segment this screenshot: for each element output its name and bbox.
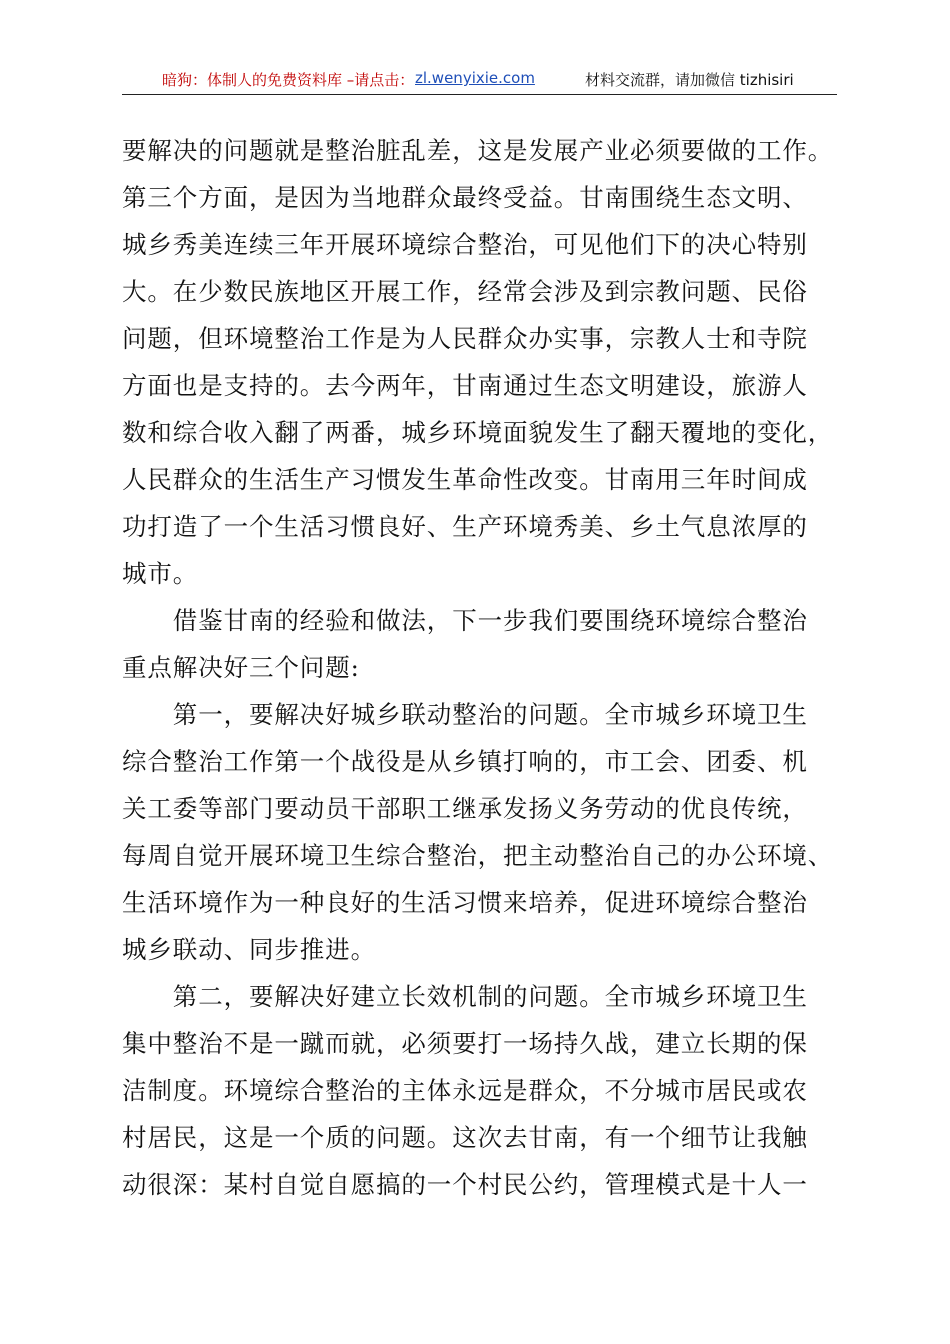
body-line: 功打造了一个生活习惯良好、生产环境秀美、乡土气息浓厚的 bbox=[122, 512, 808, 541]
body-line: 洁制度。环境综合整治的主体永远是群众，不分城市居民或农 bbox=[122, 1076, 808, 1105]
page-header bbox=[122, 66, 837, 95]
body-line: 借鉴甘南的经验和做法，下一步我们要围绕环境综合整治 bbox=[122, 606, 808, 635]
body-line: 重点解决好三个问题: bbox=[122, 653, 360, 682]
body-line: 城乡联动、同步推进。 bbox=[122, 935, 376, 964]
body-line: 方面也是支持的。去今两年，甘南通过生态文明建设，旅游人 bbox=[122, 371, 808, 400]
header-website-link[interactable]: zl.wenyixie.com bbox=[415, 69, 535, 87]
body-line: 城乡秀美连续三年开展环境综合整治，可见他们下的决心特别 bbox=[122, 230, 808, 259]
body-line: 生活环境作为一种良好的生活习惯来培养，促进环境综合整治 bbox=[122, 888, 808, 917]
body-line: 人民群众的生活生产习惯发生革命性改变。甘南用三年时间成 bbox=[122, 465, 808, 494]
body-line: 集中整治不是一蹴而就，必须要打一场持久战，建立长期的保 bbox=[122, 1029, 808, 1058]
body-line: 大。在少数民族地区开展工作，经常会涉及到宗教问题、民俗 bbox=[122, 277, 808, 306]
header-wechat-text: 材料交流群，请加微信 tizhisiri bbox=[585, 71, 794, 89]
body-line: 每周自觉开展环境卫生综合整治，把主动整治自己的办公环境、 bbox=[122, 841, 834, 870]
document-body bbox=[122, 127, 862, 1208]
body-line: 关工委等部门要动员干部职工继承发扬义务劳动的优良传统， bbox=[122, 794, 808, 823]
body-line: 动很深：某村自觉自愿搞的一个村民公约，管理模式是十人一 bbox=[122, 1170, 808, 1199]
header-brand-text: 暗狗：体制人的免费资料库 –请点击： bbox=[162, 71, 415, 89]
body-line: 数和综合收入翻了两番，城乡环境面貌发生了翻天覆地的变化， bbox=[122, 418, 834, 447]
body-line: 综合整治工作第一个战役是从乡镇打响的，市工会、团委、机 bbox=[122, 747, 808, 776]
body-line: 村居民，这是一个质的问题。这次去甘南，有一个细节让我触 bbox=[122, 1123, 808, 1152]
body-line: 第一，要解决好城乡联动整治的问题。全市城乡环境卫生 bbox=[122, 700, 808, 729]
body-line: 城市。 bbox=[122, 559, 199, 588]
body-line: 要解决的问题就是整治脏乱差，这是发展产业必须要做的工作。 bbox=[122, 136, 834, 165]
body-line: 第三个方面，是因为当地群众最终受益。甘南围绕生态文明、 bbox=[122, 183, 808, 212]
body-line: 问题，但环境整治工作是为人民群众办实事，宗教人士和寺院 bbox=[122, 324, 808, 353]
body-line: 第二，要解决好建立长效机制的问题。全市城乡环境卫生 bbox=[122, 982, 808, 1011]
